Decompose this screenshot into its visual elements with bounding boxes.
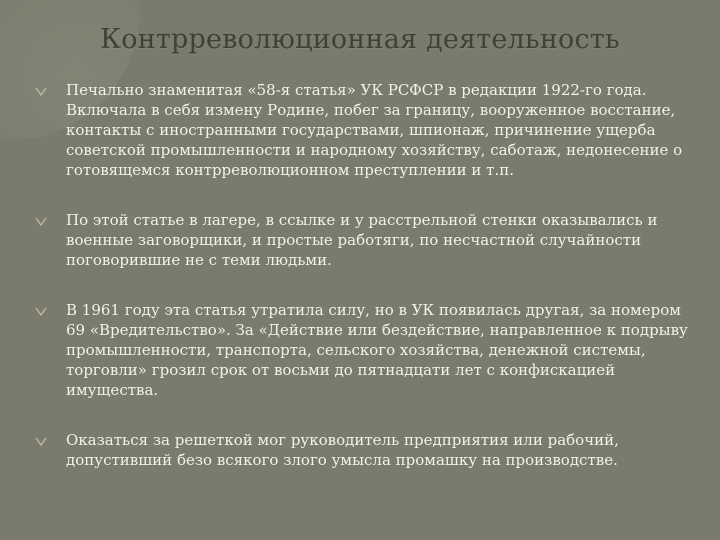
bullet-item <box>32 430 704 470</box>
chevron-bullet-icon <box>35 217 47 226</box>
bullet-item <box>32 210 704 270</box>
bullet-item <box>32 80 704 180</box>
chevron-bullet-icon <box>35 437 47 446</box>
bullet-text: В 1961 году эта статья утратила силу, но в УК появилась другая, за номером 69 «Вредительство». За «Действие или бездействие, направленное к подрыву промышленности, транспорта, сельского хозяйства, денежной системы, торговли» грозил срок от восьми до пятнадцати лет с конфискацией имущества. <box>66 301 688 399</box>
bullet-item <box>32 300 704 400</box>
chevron-bullet-icon <box>35 87 47 96</box>
bullet-text: По этой статье в лагере, в ссылке и у расстрельной стенки оказывались и военные заговорщики, и простые работяги, по несчастной случайности поговорившие не с теми людьми. <box>66 211 658 269</box>
bullet-text: Печально знаменитая «58-я статья» УК РСФСР в редакции 1922-го года. Включала в себя измену Родине, побег за границу, вооруженное восстание, контакты с иностранными государствами, шпионаж, причинение ущерба советской промышленности и народному хозяйству, саботаж, недонесение о готовящемся контрреволюционном преступлении и т.п. <box>66 81 683 179</box>
bullet-list <box>32 80 704 470</box>
chevron-bullet-icon <box>35 307 47 316</box>
bullet-text: Оказаться за решеткой мог руководитель предприятия или рабочий, допустивший безо всякого злого умысла промашку на производстве. <box>66 431 619 469</box>
slide-title: Контрреволюционная деятельность <box>100 24 620 55</box>
